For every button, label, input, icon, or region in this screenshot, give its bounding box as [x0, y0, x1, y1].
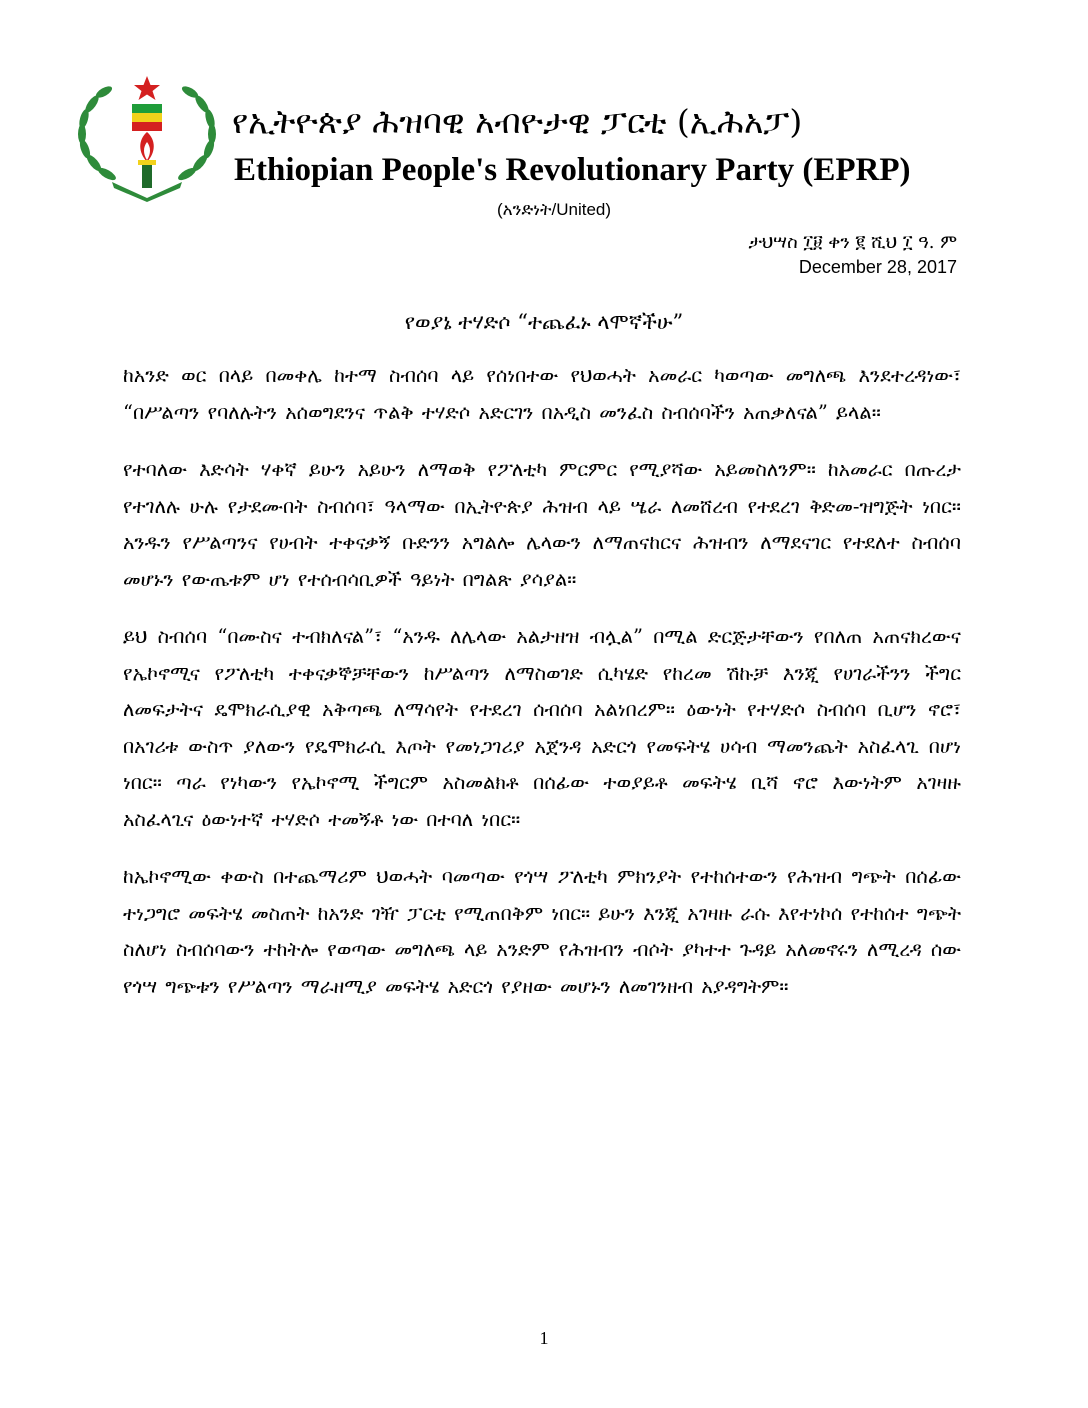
party-name-english: Ethiopian People's Revolutionary Party (EPRP) [234, 152, 911, 188]
date-amharic: ታህሣስ ፲፱ ቀን ፪ ሺህ ፲ ዓ. ም [748, 232, 957, 253]
party-name-amharic: የኢትዮጵያ ሕዝባዊ አብዮታዊ ፓርቲ (ኢሕአፓ) [232, 102, 803, 141]
torch-icon [138, 132, 156, 188]
date-english: December 28, 2017 [798, 257, 957, 277]
red-star-icon [134, 76, 160, 100]
paragraph: ከአንድ ወር በላይ በመቀሌ ከተማ ስብሰባ ላይ የሰነበተው የህወሓት አመራር ካወጣው መግለጫ እንደተረዳነው፣ “በሥልጣን የባለሉትን አሰወግደንና ጥልቅ ተሃድሶ አድርገን በአዲስ መንፈስ ስብሰባችን አጠቃለናል” ይላል። [123, 364, 961, 424]
paragraph: ከኤኮኖሚው ቀውስ በተጨማሪም ህወሓት ባመጣው የጎሣ ፖለቲካ ምክንያት የተከሰተውን የሕዝብ ግጭት በሰፊው ተነጋግሮ መፍትሄ መስጠት ከአንድ ገዥ ፓርቲ የሚጠበቅም ነበር። ይሁን እንጂ አገዛዙ ራሱ እየተነኮሰ የተከሰተ ግጭት ስለሆነ ስብሰባውን ተከትሎ የወጣው መግለጫ ላይ አንድም የሕዝብን ብሶት ያካተተ ጉዳይ አለመኖሩን ለሚረዳ ሰው የጎሣ ግጭቱን የሥልጣን ማራዘሚያ መፍትሄ አድርጎ የያዘው መሆኑን ለመገንዘብ አያዳግትም። [123, 865, 961, 998]
party-subtitle: (አንድነት/United) [497, 200, 612, 219]
document-heading: የወያኔ ተሃድሶ “ተጨፈኑ ላሞኛችሁ” [404, 310, 684, 334]
paragraph: ይህ ስብሰባ “በሙስና ተብክለናል”፣ “አንዱ ለሌላው አልታዘዝ ብሏል” በሚል ድርጅታቸውን የበለጠ አጠናክረውና የኤኮኖሚና የፖለቲካ ተቀናቃኞቻቸውን ከሥልጣን ለማስወገድ ሲካሄድ የከረመ ሽኩቻ እንጂ የሀገራችንን ችግር ለመፍታትና ዴሞክራሲያዊ አቅጣጫ ለማሳየት የተደረገ ሰብሰባ አልነበረም። ዕውነት የተሃድሶ ስብሰባ ቢሆን ኖሮ፣ በአገሪቱ ውስጥ ያለውን የዴሞክራሲ እጦት የመነጋገሪያ አጀንዳ አድርጎ የመፍትሄ ሀሳብ ማመንጨት አስፈላጊ በሆነ ነበር። ጣራ የነካውን የኤኮኖሚ ችግርም አስመልክቶ በሰፊው ተወያይቶ መፍትሄ ቢሻ ኖሮ እውነትም አገዛዙ አስፈላጊና ዕውነተኛ ተሃድሶ ተመኝቶ ነው በተባለ ነበር። [123, 625, 961, 831]
document-body [123, 358, 961, 1026]
paragraph: የተባለው እድሳት ሃቀኛ ይሁን አይሁን ለማወቅ የፖለቲካ ምርምር የሚያሻው አይመስለንም። ከአመራር በጡረታ የተገለሉ ሁሉ የታደሙበት ስብሰባ፣ ዓላማው በኢትዮጵያ ሕዝብ ላይ ሤራ ለመሸረብ የተደረገ ቅድመ-ዝግጅት ነበር። አንዱን የሥልጣንና የሀብት ተቀናቃኝ ቡድንን አግልሎ ሌላውን ለማጠናከርና ሕዝብን ለማደናገር የተደለተ ስብሰባ መሆኑን የውጤቱም ሆነ የተሰብሳቢዎች ዓይነት በግልጽ ያሳያል። [123, 458, 961, 591]
page-number: 1 [539, 1328, 549, 1348]
flag-stripes-icon [132, 104, 162, 131]
eprp-logo [72, 74, 222, 204]
